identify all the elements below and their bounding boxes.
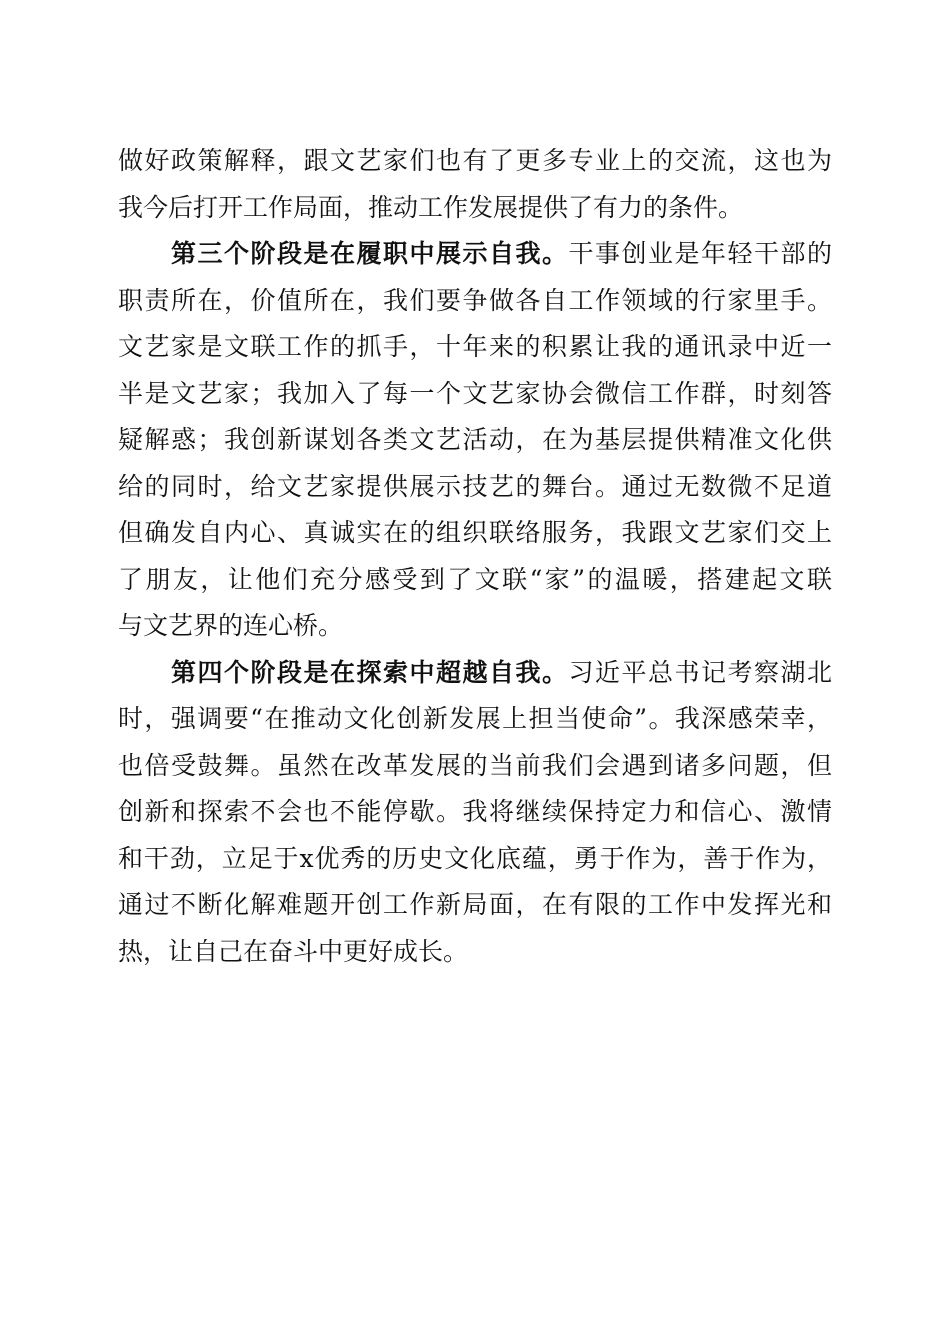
- text-line: 文艺家是文联工作的抓手，十年来的积累让我的通讯录中近一: [118, 332, 832, 361]
- text-line: 但确发自内心、真诚实在的组织联络服务，我跟文艺家们交上: [118, 518, 832, 547]
- text-line: 与文艺界的连心桥。: [118, 611, 344, 640]
- text-line: 做好政策解释，跟文艺家们也有了更多专业上的交流，这也为: [118, 146, 832, 175]
- text-line: 半是文艺家；我加入了每一个文艺家协会微信工作群，时刻答: [118, 378, 832, 408]
- text-segment: 习近平总书记考察湖北: [568, 657, 832, 687]
- text-line-with-heading: [118, 650, 832, 697]
- text-segment: 干事创业是年轻干部的: [568, 239, 832, 268]
- text-line: 热，让自己在奋斗中更好成长。: [118, 936, 469, 966]
- text-line: 给的同时，给文艺家提供展示技艺的舞台。通过无数微不足道: [118, 471, 832, 501]
- paragraph-1: [118, 138, 832, 231]
- text-line: 职责所在，价值所在，我们要争做各自工作领域的行家里手。: [118, 285, 832, 315]
- paragraph-3: [118, 650, 832, 976]
- document-body: [118, 138, 832, 975]
- paragraph-heading: 第四个阶段是在探索中超越自我。: [171, 657, 569, 687]
- text-line: 和干劲，立足于x优秀的历史文化底蕴，勇于作为，善于作为，: [118, 843, 832, 873]
- text-line-with-heading: [118, 231, 832, 278]
- text-line: 创新和探索不会也不能停歇。我将继续保持定力和信心、激情: [118, 797, 832, 826]
- text-line: 我今后打开工作局面，推动工作发展提供了有力的条件。: [118, 192, 744, 222]
- text-line: 了朋友，让他们充分感受到了文联“家”的温暖，搭建起文联: [118, 564, 832, 594]
- text-line: 也倍受鼓舞。虽然在改革发展的当前我们会遇到诸多问题，但: [118, 750, 832, 780]
- text-line: 通过不断化解难题开创工作新局面，在有限的工作中发挥光和: [118, 890, 832, 919]
- text-line: 时，强调要“在推动文化创新发展上担当使命”。我深感荣幸，: [118, 704, 832, 733]
- text-line: 疑解惑；我创新谋划各类文艺活动，在为基层提供精准文化供: [118, 425, 832, 454]
- paragraph-heading: 第三个阶段是在履职中展示自我。: [171, 239, 569, 268]
- paragraph-2: [118, 231, 832, 650]
